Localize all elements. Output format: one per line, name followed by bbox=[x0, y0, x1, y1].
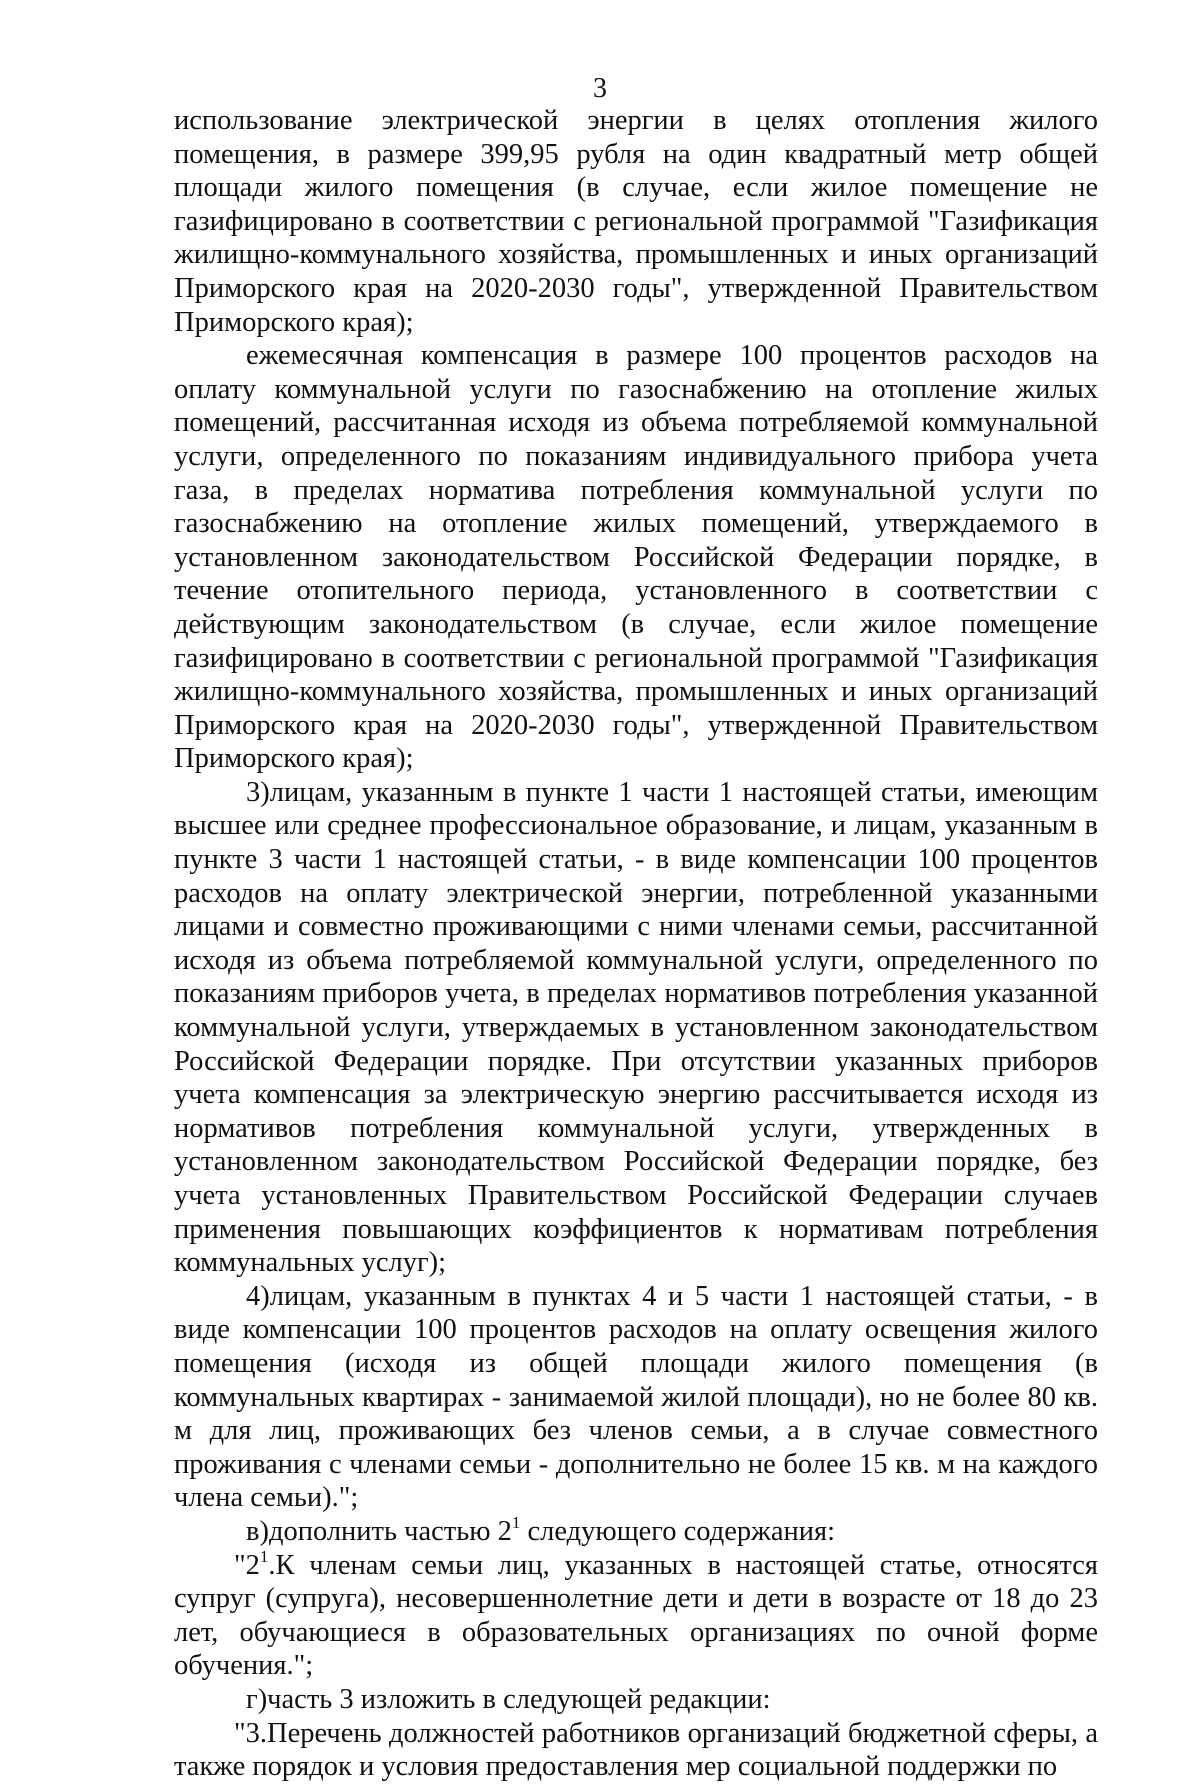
document-body bbox=[174, 104, 1098, 1784]
paragraph-electric-heating: использование электрической энергии в целях отопления жилого помещения, в размере 399,95 рубля на один квадратный метр общей площади жилого помещения (в случае, если жилое помещение не газифицировано в соответствии с региональной программой "Газификация жилищно-коммунального хозяйства, промышленных и иных организаций Приморского края на 2020-2030 годы", утвержденной Правительством Приморского края); bbox=[174, 105, 1098, 338]
paragraph-part-3: "3.Перечень должностей работников организаций бюджетной сферы, а также порядок и условия предоставления мер социальной поддержки по bbox=[174, 1717, 1098, 1783]
item-v-superscript: 1 bbox=[511, 1512, 521, 1532]
page-number: 3 bbox=[593, 73, 607, 104]
quote-superscript: 1 bbox=[259, 1546, 269, 1566]
paragraph-family-members bbox=[174, 1546, 1098, 1683]
quote-before: "2 bbox=[234, 1549, 260, 1581]
paragraph-item-v bbox=[174, 1512, 1098, 1549]
item-v-after: следующего содержания: bbox=[520, 1515, 836, 1547]
paragraph-item-4: 4)лицам, указанным в пунктах 4 и 5 части 1 настоящей статьи, - в виде компенсации 100 процентов расходов на оплату освещения жилого помещения (исходя из общей площади жилого помещения (в коммунальных квартирах - занимаемой жилой площади), но не более 80 кв. м для лиц, проживающих без членов семьи, а в случае совместного проживания с членами семьи - дополнительно не более 15 кв. м на каждого члена семьи)."; bbox=[174, 1280, 1098, 1514]
paragraph-item-g: г)часть 3 изложить в следующей редакции: bbox=[246, 1683, 771, 1715]
item-v-before: в)дополнить частью 2 bbox=[246, 1515, 512, 1547]
paragraph-gas-compensation: ежемесячная компенсация в размере 100 процентов расходов на оплату коммунальной услуги по газоснабжению на отопление жилых помещений, рассчитанная исходя из объема потребляемой коммунальной услуги, определенного по показаниям индивидуального прибора учета газа, в пределах норматива потребления коммунальной услуги по газоснабжению на отопление жилых помещений, утверждаемого в установленном законодательством Российской Федерации порядке, в течение отопительного периода, установленного в соответствии с действующим законодательством (в случае, если жилое помещение газифицировано в соответствии с региональной программой "Газификация жилищно-коммунального хозяйства, промышленных и иных организаций Приморского края на 2020-2030 годы", утвержденной Правительством Приморского края); bbox=[174, 340, 1098, 775]
paragraph-item-3: 3)лицам, указанным в пункте 1 части 1 настоящей статьи, имеющим высшее или среднее профессиональное образование, и лицам, указанным в пункте 3 части 1 настоящей статьи, - в виде компенсации 100 процентов расходов на оплату электрической энергии, потребленной указанными лицами и совместно проживающими с ними членами семьи, рассчитанной исходя из объема потребляемой коммунальной услуги, определенного по показаниям приборов учета, в пределах нормативов потребления указанной коммунальной услуги, утверждаемых в установленном законодательством Российской Федерации порядке. При отсутствии указанных приборов учета компенсация за электрическую энергию рассчитывается исходя из нормативов потребления коммунальной услуги, утвержденных в установленном законодательством Российской Федерации порядке, без учета установленных Правительством Российской Федерации случаев применения повышающих коэффициентов к нормативам потребления коммунальных услуг); bbox=[174, 776, 1098, 1279]
quote-after: .К членам семьи лиц, указанных в настоящей статье, относятся супруг (супруга), несовершеннолетние дети и дети в возрасте от 18 до 23 лет, обучающиеся в образовательных организациях по очной форме обучения."; bbox=[174, 1549, 1098, 1682]
